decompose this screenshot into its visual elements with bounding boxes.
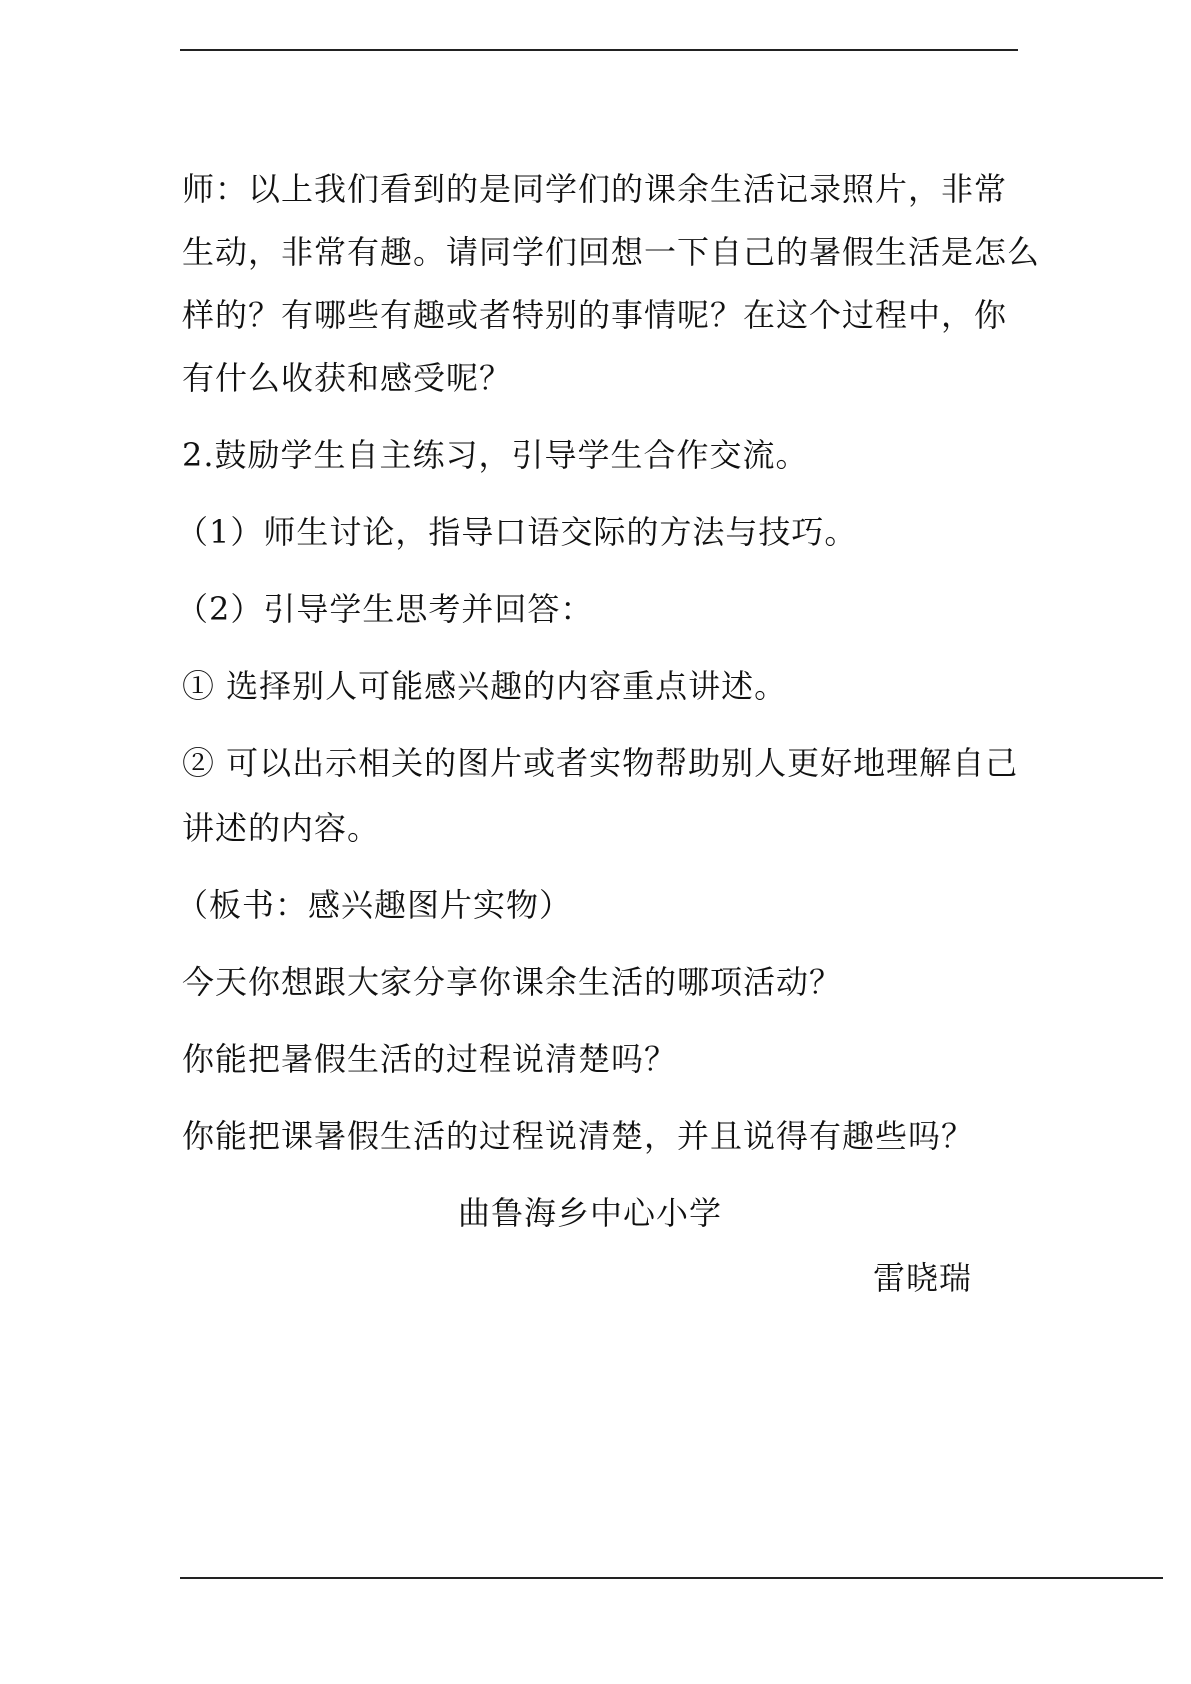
body-line-12: 今天你想跟大家分享你课余生活的哪项活动？ bbox=[182, 963, 843, 1001]
body-line-3: 样的？有哪些有趣或者特别的事情呢？在这个过程中，你 bbox=[182, 296, 1008, 334]
body-line-14: 你能把课暑假生活的过程说清楚，并且说得有趣些吗？ bbox=[182, 1117, 975, 1155]
body-line-2: 生动，非常有趣。请同学们回想一下自己的暑假生活是怎么 bbox=[182, 233, 1041, 271]
body-line-9: ② 可以出示相关的图片或者实物帮助别人更好地理解自己 bbox=[182, 744, 1019, 782]
body-line-11: （板书：感兴趣图片实物） bbox=[176, 886, 573, 924]
body-line-4: 有什么收获和感受呢？ bbox=[182, 359, 513, 397]
body-line-1: 师：以上我们看到的是同学们的课余生活记录照片，非常 bbox=[182, 170, 1008, 208]
header-rule bbox=[180, 49, 1018, 51]
body-line-13: 你能把暑假生活的过程说清楚吗？ bbox=[182, 1040, 678, 1078]
body-line-8: ① 选择别人可能感兴趣的内容重点讲述。 bbox=[182, 667, 788, 705]
author-name: 雷晓瑞 bbox=[873, 1259, 973, 1297]
school-name: 曲鲁海乡中心小学 bbox=[458, 1194, 723, 1232]
body-line-7: （2）引导学生思考并回答： bbox=[176, 590, 594, 628]
body-line-5: 2.鼓励学生自主练习，引导学生合作交流。 bbox=[182, 436, 809, 474]
footer-rule bbox=[180, 1577, 1163, 1579]
body-line-10: 讲述的内容。 bbox=[182, 809, 381, 847]
body-line-6: （1）师生讨论，指导口语交际的方法与技巧。 bbox=[176, 513, 858, 551]
